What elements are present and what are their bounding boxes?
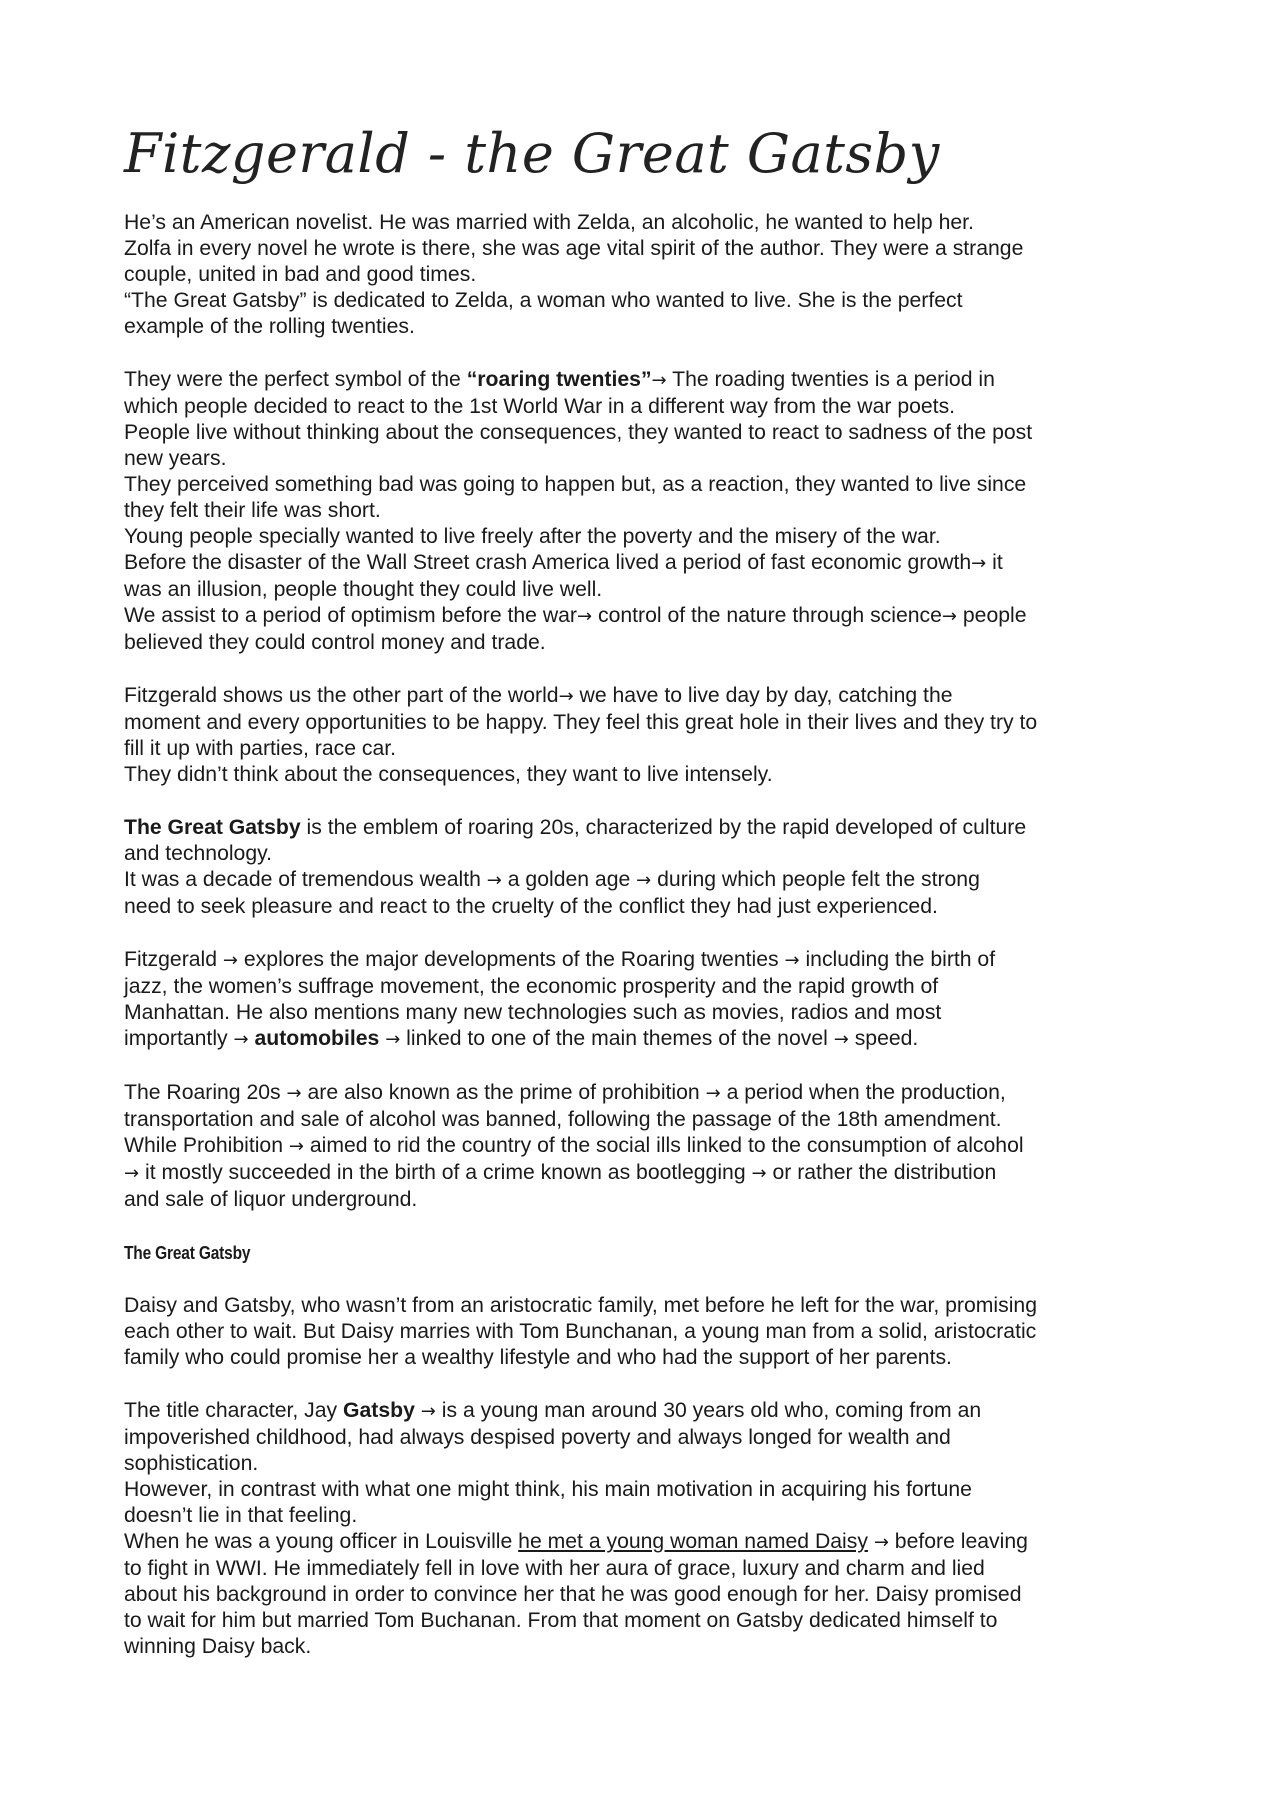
text-line (124, 550, 1184, 577)
text: and sale of liquor underground. (124, 1188, 418, 1211)
page-title: Fitzgerald - the Great Gatsby (124, 122, 940, 185)
text: However, in contrast with what one might think, his main motivation in acquiring his fortune (124, 1478, 972, 1501)
text-line (124, 1319, 1184, 1345)
text-line (124, 314, 1184, 340)
text: aimed to rid the country of the social ills linked to the consumption of alcohol (303, 1134, 1024, 1157)
text: speed. (848, 1027, 919, 1050)
text: When he was a young officer in Louisville (124, 1530, 519, 1553)
text: Before the disaster of the Wall Street crash America lived a period of fast economic growth (124, 551, 972, 574)
arrow-icon: → (941, 606, 957, 627)
text-line (124, 947, 1184, 974)
paragraph (124, 210, 1184, 340)
text-line (124, 367, 1184, 394)
bold-text: “roaring twenties” (466, 368, 652, 391)
text-line (124, 710, 1184, 736)
text: control of the nature through science (592, 604, 942, 627)
text: Daisy and Gatsby, who wasn’t from an aristocratic family, met before he left for the war, promising (124, 1294, 1037, 1317)
text: which people decided to react to the 1st World War in a different way from the war poets. (124, 395, 956, 418)
arrow-icon: → (288, 1136, 304, 1157)
text: moment and every opportunities to be happy. They feel this great hole in their lives and they try to (124, 711, 1038, 734)
text-line (124, 1529, 1184, 1556)
bold-text: Gatsby (343, 1399, 415, 1422)
text: Manhattan. He also mentions many new technologies such as movies, radios and most (124, 1001, 942, 1024)
text-line (124, 894, 1184, 920)
text: to fight in WWI. He immediately fell in love with her aura of grace, luxury and charm and lied (124, 1557, 985, 1580)
text-line (124, 210, 1184, 236)
text-line (124, 1293, 1184, 1319)
text: before leaving (888, 1530, 1028, 1553)
text: and technology. (124, 842, 273, 865)
text-line (124, 1107, 1184, 1133)
paragraph (124, 1080, 1184, 1213)
text: Fitzgerald shows us the other part of the world (124, 684, 559, 707)
text: They were the perfect symbol of the (124, 368, 467, 391)
arrow-icon: → (636, 870, 652, 891)
arrow-icon: → (751, 1163, 767, 1184)
text-line (124, 1477, 1184, 1503)
text: family who could promise her a wealthy lifestyle and who had the support of her parents. (124, 1346, 952, 1369)
text-line (124, 762, 1184, 788)
text: Fitzgerald (124, 948, 223, 971)
underlined-text: he met a young woman named Daisy (518, 1530, 868, 1553)
text-line (124, 974, 1184, 1000)
text: They perceived something bad was going to happen but, as a reaction, they wanted to live since (124, 473, 1027, 496)
arrow-icon: → (873, 1532, 889, 1553)
text-line (124, 1080, 1184, 1107)
text: it (986, 551, 1003, 574)
paragraph (124, 683, 1184, 788)
text-line (124, 1133, 1184, 1160)
text: to wait for him but married Tom Buchanan. From that moment on Gatsby dedicated himself to (124, 1609, 998, 1632)
text: is the emblem of roaring 20s, characterized by the rapid developed of culture (300, 816, 1027, 839)
text: new years. (124, 447, 227, 470)
arrow-icon: → (971, 553, 987, 574)
text-line (124, 1160, 1184, 1187)
text-line (124, 841, 1184, 867)
document-page (124, 118, 1184, 1687)
text-line (124, 446, 1184, 472)
text: Young people specially wanted to live freely after the poverty and the misery of the war. (124, 525, 941, 548)
text-line (124, 394, 1184, 420)
subheading: The Great Gatsby (124, 1243, 251, 1263)
text: The roading twenties is a period in (666, 368, 995, 391)
text: fill it up with parties, race car. (124, 737, 397, 760)
text: or rather the distribution (766, 1161, 997, 1184)
text-line (124, 236, 1184, 262)
text: Zolfa in every novel he wrote is there, she was age vital spirit of the author. They were a strange (124, 237, 1024, 260)
text-line (124, 524, 1184, 550)
arrow-icon: → (577, 606, 593, 627)
text: People live without thinking about the consequences, they wanted to react to sadness of the post (124, 421, 1033, 444)
text: was an illusion, people thought they could live well. (124, 578, 603, 601)
text: it mostly succeeded in the birth of a crime known as bootlegging (139, 1161, 752, 1184)
text-line (124, 1345, 1184, 1371)
text: winning Daisy back. (124, 1635, 312, 1658)
text-line (124, 1000, 1184, 1026)
text: couple, united in bad and good times. (124, 263, 477, 286)
section-intro (124, 210, 1184, 1213)
text-line (124, 1398, 1184, 1425)
arrow-icon: → (420, 1401, 436, 1422)
text: including the birth of (799, 948, 996, 971)
arrow-icon: → (222, 950, 239, 971)
text: importantly (124, 1027, 234, 1050)
bold-text: The Great Gatsby (124, 816, 301, 839)
text: believed they could control money and trade. (124, 631, 546, 654)
text: sophistication. (124, 1452, 259, 1475)
text: a golden age (501, 868, 637, 891)
text: example of the rolling twenties. (124, 315, 415, 338)
text-line (124, 262, 1184, 288)
text-line (124, 1451, 1184, 1477)
text: need to seek pleasure and react to the cruelty of the conflict they had just experienced. (124, 895, 938, 918)
text: The Roaring 20s (124, 1081, 287, 1104)
text: explores the major developments of the Roaring twenties (238, 948, 785, 971)
text-line (124, 1503, 1184, 1529)
text: we have to live day by day, catching the (573, 684, 953, 707)
arrow-icon: → (705, 1083, 721, 1104)
text-line (124, 1608, 1184, 1634)
text: “The Great Gatsby” is dedicated to Zelda, a woman who wanted to live. She is the perfect (124, 289, 963, 312)
text: about his background in order to convince her that he was good enough for her. Daisy promised (124, 1583, 1022, 1606)
arrow-icon: → (833, 1029, 849, 1050)
paragraph (124, 367, 1184, 656)
text-line (124, 815, 1184, 841)
text-line (124, 1582, 1184, 1608)
text: linked to one of the main themes of the novel (400, 1027, 834, 1050)
text-line (124, 577, 1184, 603)
text: They didn’t think about the consequences, they want to live intensely. (124, 763, 773, 786)
text: He’s an American novelist. He was married with Zelda, an alcoholic, he wanted to help her. (124, 211, 974, 234)
text: It was a decade of tremendous wealth (124, 868, 487, 891)
paragraph (124, 815, 1184, 920)
text-line (124, 630, 1184, 656)
text: transportation and sale of alcohol was banned, following the passage of the 18th amendment. (124, 1108, 1002, 1131)
text: While Prohibition (124, 1134, 289, 1157)
text-line (124, 603, 1184, 630)
text: impoverished childhood, had always despised poverty and always longed for wealth and (124, 1426, 951, 1449)
arrow-icon: → (385, 1029, 401, 1050)
text: We assist to a period of optimism before the war (124, 604, 577, 627)
arrow-icon: → (124, 1163, 140, 1184)
text: The title character, Jay (124, 1399, 344, 1422)
arrow-icon: → (233, 1029, 249, 1050)
text: are also known as the prime of prohibition (301, 1081, 706, 1104)
text: people (957, 604, 1027, 627)
paragraph (124, 1398, 1184, 1660)
arrow-icon: → (784, 950, 800, 971)
text-line (124, 1556, 1184, 1582)
text-line (124, 683, 1184, 710)
text-line (124, 736, 1184, 762)
text: jazz, the women’s suffrage movement, the economic prosperity and the rapid growth of (124, 975, 939, 998)
arrow-icon: → (651, 370, 667, 391)
arrow-icon: → (558, 686, 574, 707)
text-line (124, 1026, 1184, 1053)
text-line (124, 288, 1184, 314)
section-gatsby (124, 1293, 1184, 1660)
text: each other to wait. But Daisy marries with Tom Bunchanan, a young man from a solid, aristocratic (124, 1320, 1037, 1343)
text: is a young man around 30 years old who, coming from an (435, 1399, 982, 1422)
text: doesn’t lie in that feeling. (124, 1504, 358, 1527)
text-line (124, 472, 1184, 498)
arrow-icon: → (286, 1083, 302, 1104)
text-line (124, 498, 1184, 524)
arrow-icon: → (486, 870, 502, 891)
text-line (124, 867, 1184, 894)
text-line (124, 1634, 1184, 1660)
text-line (124, 1187, 1184, 1213)
bold-text: automobiles (254, 1027, 380, 1050)
text: during which people felt the strong (651, 868, 980, 891)
text-line (124, 420, 1184, 446)
paragraph (124, 1293, 1184, 1371)
paragraph (124, 947, 1184, 1053)
text: a period when the production, (720, 1081, 1006, 1104)
text: they felt their life was short. (124, 499, 381, 522)
text-line (124, 1425, 1184, 1451)
